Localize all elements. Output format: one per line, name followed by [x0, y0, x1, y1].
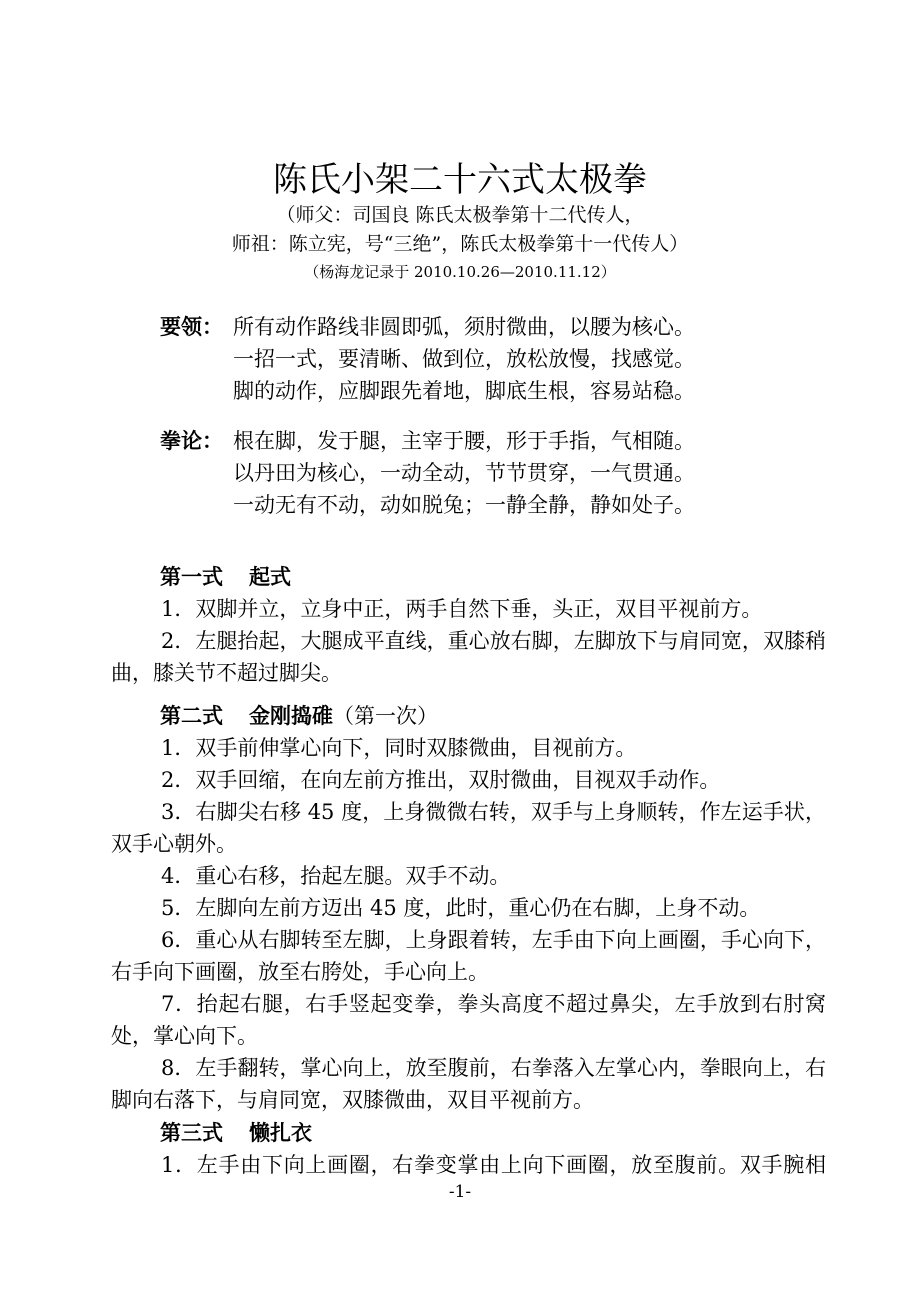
- form-step: 7．抬起右腿，右手竖起变拳，拳头高度不超过鼻尖，左手放到右肘窝处，掌心向下。: [111, 992, 826, 1048]
- essentials-line: 一招一式，要清晰、做到位，放松放慢，找感觉。: [233, 347, 695, 371]
- form-note: （第一次）: [333, 704, 438, 728]
- essentials-line: 所有动作路线非圆即弧，须肘微曲，以腰为核心。: [233, 315, 695, 339]
- theory-line: 一动无有不动，动如脱兔；一静全静，静如处子。: [233, 493, 695, 517]
- form-step: 3．右脚尖右移 45 度，上身微微右转，双手与上身顺转，作左运手状，双手心朝外。: [111, 800, 826, 856]
- page-number: -1-: [448, 1182, 472, 1202]
- form-step: 6．重心从右脚转至左脚，上身跟着转，左手由下向上画圈，手心向下，右手向下画圈，放至右胯处，手心向上。: [111, 928, 826, 984]
- subtitle-grandmaster: 师祖：陈立宪，号“三绝”，陈氏太极拳第十一代传人）: [231, 233, 689, 255]
- document-title: 陈氏小架二十六式太极拳: [273, 160, 647, 200]
- essentials-line: 脚的动作，应脚跟先着地，脚底生根，容易站稳。: [233, 379, 695, 403]
- form-heading: [160, 561, 291, 593]
- form-name: 金刚捣碓: [249, 704, 333, 728]
- form-step: 4．重心右移，抬起左腿。双手不动。: [161, 864, 511, 888]
- form-number: 第二式: [160, 704, 223, 728]
- form-name: 起式: [249, 565, 291, 589]
- form-number: 第一式: [160, 565, 223, 589]
- form-step: 1．左手由下向上画圈，右拳变掌由上向下画圈，放至腹前。双手腕相: [161, 1153, 826, 1177]
- form-heading: [160, 1117, 312, 1149]
- form-step: 8．左手翻转，掌心向上，放至腹前，右拳落入左掌心内，拳眼向上，右脚向右落下，与肩同宽，双膝微曲，双目平视前方。: [111, 1056, 826, 1112]
- form-name: 懒扎衣: [249, 1121, 312, 1145]
- form-number: 第三式: [160, 1121, 223, 1145]
- theory-line: 根在脚，发于腿，主宰于腰，形于手指，气相随。: [233, 429, 695, 453]
- form-step: 2．双手回缩，在向左前方推出，双肘微曲，目视双手动作。: [161, 768, 721, 792]
- form-step: 5．左脚向左前方迈出 45 度，此时，重心仍在右脚，上身不动。: [161, 896, 761, 920]
- form-step: 2．左腿抬起，大腿成平直线，重心放右脚，左脚放下与肩同宽，双膝稍曲，膝关节不超过脚尖。: [111, 629, 826, 685]
- subtitle-record-note: （杨海龙记录于 2010.10.26—2010.11.12）: [304, 263, 616, 281]
- theory-line: 以丹田为核心，一动全动，节节贯穿，一气贯通。: [233, 461, 695, 485]
- theory-label: 拳论：: [160, 429, 223, 453]
- essentials-label: 要领：: [160, 315, 223, 339]
- form-step: 1．双手前伸掌心向下，同时双膝微曲，目视前方。: [161, 736, 637, 760]
- subtitle-master: （师父：司国良 陈氏太极拳第十二代传人，: [276, 204, 644, 226]
- form-heading: [160, 700, 438, 732]
- form-step: 1．双脚并立，立身中正，两手自然下垂，头正，双目平视前方。: [161, 597, 763, 621]
